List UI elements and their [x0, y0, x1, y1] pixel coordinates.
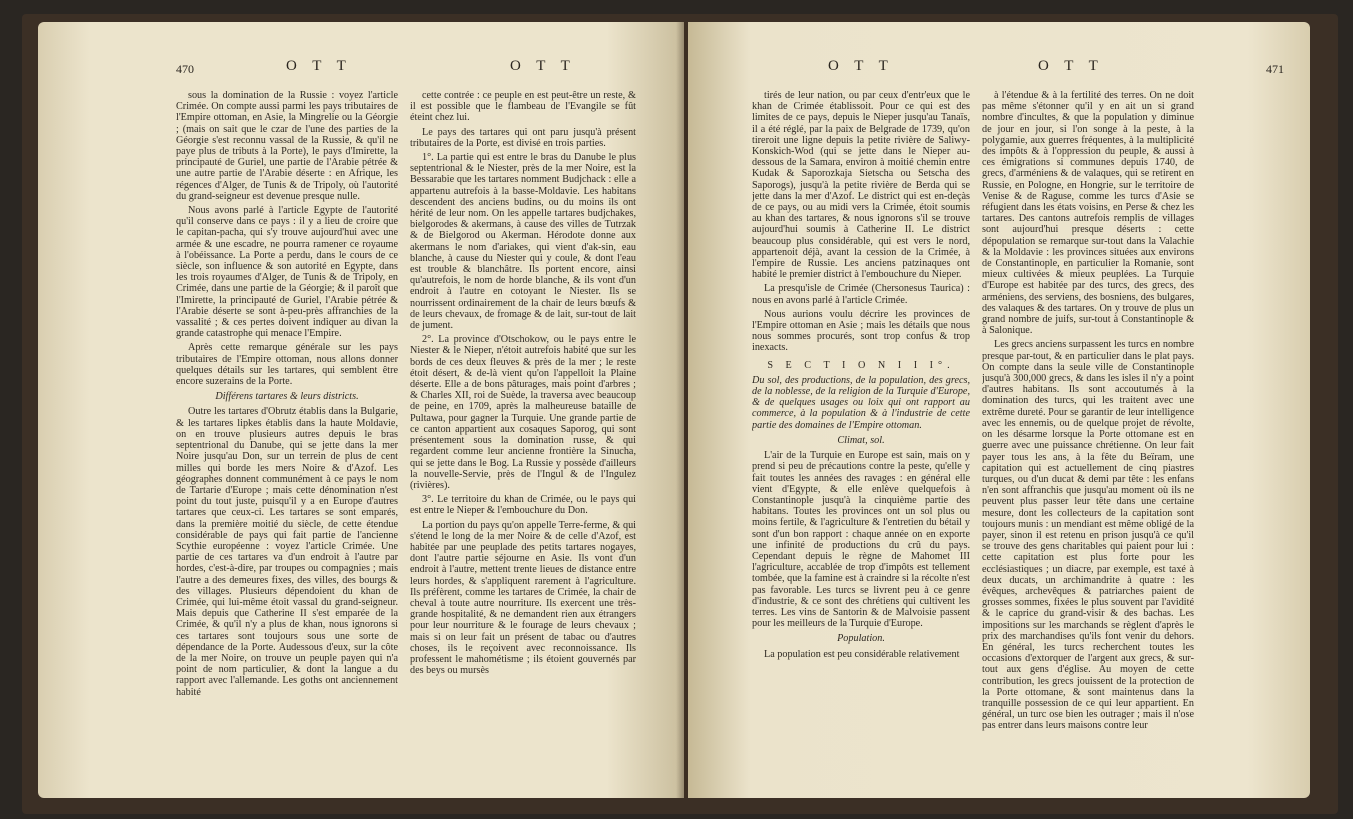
paragraph: La presqu'isle de Crimée (Chersonesus Taurica) : nous en avons parlé à l'article Crimée. [752, 283, 970, 306]
paragraph: Après cette remarque générale sur les pays tributaires de l'Empire ottoman, nous allons donner quelques détails sur les tartares, qui semblent être encore suzerains de la Porte. [176, 342, 398, 388]
left-running-head-col2: O T T [510, 58, 576, 74]
paragraph: Nous avons parlé à l'article Egypte de l'autorité qu'il conserve dans ce pays : il y a lieu de croire que le capitan-pacha, qui s'y trouve aujourd'hui avec une armée & une escadre, ne pourra ramener ce royaume à l'obéissance. La Porte a perdu, dans le cours de ce siècle, son influence & son autorité en Egypte, dans les trois royaumes d'Alger, de Tunis & de Tripoly, en Crimée, dans une partie de la Géorgie; & il paroît que l'Imirette, la principauté de Guriel, l'Arabie pétrée & l'Arabie déserte se sont à-peu-près affranchies de la vassalité ; & ces pertes doivent indiquer au divan la grande catastrophe qui menace l'Empire. [176, 205, 398, 340]
section-summary: Du sol, des productions, de la population, des grecs, de la noblesse, de la religion de la Turquie d'Europe, & de quelques usages ou loix qui ont rapport au commerce, à la population & à l'industrie de cette partie des domaines de l'Empire ottoman. [752, 374, 970, 431]
left-column-2 [410, 90, 636, 790]
paragraph: à l'étendue & à la fertilité des terres. On ne doit pas même s'étonner qu'il y en ait un si grand nombre d'incultes, & que la population y diminue de jour en jour, si l'on songe à la peste, à la polygamie, aux guerres fréquentes, à la multiplicité des impôts & à l'oppression du peuple, & aussi à ces émigrations si communes depuis 1740, de grecs, d'arméniens & de valaques, qui se retirent en Russie, en Pologne, en Hongrie, sur le territoire de Venise & de Raguse, comme les turcs d'Asie se réfugient dans les états voisins, en Perse & chez les tartares. Des cantons autrefois remplis de villages sont aujourd'hui presque déserts : cette dépopulation se remarque sur-tout dans la Valachie & la Moldavie : les provinces situées aux environs de Constantinople, en particulier la Romanie, sont mieux cultivées & mieux peuplées. La Turquie d'Europe est habitée par des turcs, des grecs, des arméniens, des serviens, des bosniens, des bulgares, des valaques & des tartares. On y trouve de plus un grand nombre de juifs, sur-tout à Constantinople & à Salonique. [982, 90, 1194, 337]
subheading: Climat, sol. [837, 434, 885, 446]
paragraph: tirés de leur nation, ou par ceux d'entr'eux que le khan de Crimée établissoit. Pour ce qui est des limites de ce pays, depuis le Nieper jusqu'au Tanaïs, il a été réglé, par la paix de Belgrade de 1739, qu'on tireroit une ligne depuis la petite rivière de Saliwy-Konskich-Wod (qui se jette dans le Nieper au-dessous de la Samara, environ à moitié chemin entre Kudak & Saporozkaja Sietscha ou Setscha des Saporogs), jusqu'à la petite rivière de Berda qui se jette dans la mer d'Azof. Le district qui est en-deçàs de ce pays, ou au midi vers la Crimée, étoit soumis au khan des tartares, & nous ignorons s'il se trouve aujourd'hui soumis à Catherine II. Le district beaucoup plus considérable, qui est vers le nord, appartenoit déjà, avant la cession de la Crimée, à l'empire de Russie. Les anciens patzinaques ont habité le premier district à l'embouchure du Nieper. [752, 90, 970, 281]
right-page-number: 471 [1266, 62, 1284, 76]
paragraph: sous la domination de la Russie : voyez l'article Crimée. On compte aussi parmi les pays tributaires de l'Empire ottoman, en Asie, la Mingrelie ou la Géorgie ; (mais on sait que le czar de l'une des parties de la Géorgie s'est reconnu vassal de la Russie, & qu'il ne paye plus de tributs à la Porte), le pays d'Imirette, la principauté de Guriel, une partie de l'Arabie pétrée & une autre partie de l'Arabie déserte : en Afrique, les régences d'Alger, de Tunis & de Tripoly, où l'autorité du grand-seigneur est devenue presque nulle. [176, 90, 398, 202]
right-page [688, 22, 1310, 798]
paragraph: Outre les tartares d'Obrutz établis dans la Bulgarie, & les tartares lipkes établis dans la haute Moldavie, on en trouve plusieurs autres depuis le bras septentrional du Danube, qui se jette dans la mer Noire jusqu'au Don, sur un terrein de plus de cent milles qui borde les mers Noire & d'Azof. Les géographes donnent communément à ce pays le nom de Tartarie d'Europe ; mais cette dénomination n'est point du tout juste, puisqu'il y a en Europe d'autres tartares que ceux-ci. Les tartares se sont emparés, dans la première moitié du siècle, de cette étendue considérable de pays qui fait partie de l'ancienne Scythie européenne : voyez l'article Crimée. Une partie de ces tartares va d'un endroit à l'autre par hordes, c'est-à-dire, par troupes ou compagnies ; mais l'autre a des demeures fixes, des villes, des bourgs & des villages. Plusieurs dépendoient du khan de Crimée, qui lui-même étoit vassal du grand-seigneur. Mais depuis que Catherine II s'est emparée de la Crimée, & qu'il n'y a plus de khan, nous ignorons si ces tartares sont toujours sous une sorte de dépendance de la Porte. Audessous d'eux, sur la côte de la mer Noire, on trouve un peuple payen qui n'a point de nom particulier, & dont la langue a du rapport avec l'allemande. Les goths ont anciennement habité [176, 406, 398, 698]
paragraph: La portion du pays qu'on appelle Terre-ferme, & qui s'étend le long de la mer Noire & de celle d'Azof, est habitée par une peuplade des petits tartares nogayes, dont l'autre partie séjourne en Asie. Ils vont d'un endroit à l'autre, mettent trente lieues de distance entre leurs hordes, & s'appliquent rarement à l'agriculture. Ils préfèrent, comme les tartares de Crimée, la chair de cheval à toute autre nourriture. Ils exercent une très-grande hospitalité, & ne demandent rien aux étrangers pour leur nourriture & le fourage de leurs chevaux ; mais si on leur fait un présent de tabac ou d'autres choses, ils le reçoivent avec reconnoissance. Ils professent le mahométisme ; ils étoient gouvernés par des beys ou mursès [410, 519, 636, 677]
paragraph: cette contrée : ce peuple en est peut-être un reste, & il est possible que le flambeau de l'Evangile se fût éteint chez lui. [410, 90, 636, 124]
paragraph: L'air de la Turquie en Europe est sain, mais on y prend si peu de précautions contre la peste, qu'elle y fait toutes les années des ravages : en général elle vient d'Egypte, & elle enlève quelquefois à Constantinople jusqu'à la cinquième partie des habitans. Toutes les provinces ont un sol plus ou moins fertile, & l'agriculture & l'entretien du bétail y sont d'un bon rapport : chaque année on en exporte une infinité de productions du crû du pays. Cependant depuis le règne de Mahomet III l'agriculture, accablée de trop d'impôts est tellement tombée, que la famine est à craindre si la récolte n'est pas favorable. Les turcs se livrent peu à ce genre d'industrie, & ce sont des chrétiens qui cultivent les terres. Les vins de Santorin & de Malvoisie passent pour les meilleurs de la Turquie d'Europe. [752, 450, 970, 630]
left-column-1 [176, 90, 398, 790]
right-running-head-col1: O T T [828, 58, 894, 74]
subheading: Différens tartares & leurs districts. [215, 391, 359, 403]
paragraph: Nous aurions voulu décrire les provinces de l'Empire ottoman en Asie ; mais les détails que nous nous sommes procurés, sont trop confus & trop inexacts. [752, 308, 970, 354]
paragraph: 1°. La partie qui est entre le bras du Danube le plus septentrional & le Niester, près de la mer Noire, est la Bessarabie que les tartares nomment Budjchack : elle a appartenu autrefois à la basse-Moldavie. Les habitans descendent des anciens budins, ou du moins ils ont hérité de leur nom. On les appelle tartares budjchakes, bielgorodes & akermans, à cause des villes de Tutrzak & de Bielgorod ou Akerman. Hérodote donne aux akermans le nom d'ariakes, qui vient d'ak-sin, eau blanche, à cause du Niester qui y coule, & dont l'eau est trouble & blanchâtre. Ils portent encore, ainsi qu'autrefois, le nom de horde blanche, & ils vont d'un endroit à l'autre en cotoyant le Niester. Ils se nourrissent ordinairement de la chair de leurs bœufs & de leurs chevaux, de fromage & de lait, sur-tout de lait de jument. [410, 152, 636, 332]
paragraph: La population est peu considérable relativement [764, 648, 960, 660]
paragraph: Le pays des tartares qui ont paru jusqu'à présent tributaires de la Porte, est divisé en trois parties. [410, 126, 636, 149]
left-page [38, 22, 684, 798]
right-column-2 [982, 90, 1194, 790]
section-heading: S E C T I O N I I I°. [767, 359, 955, 371]
paragraph: Les grecs anciens surpassent les turcs en nombre presque par-tout, & en particulier dans le plat pays. On compte dans la seule ville de Constantinople jusqu'à 300,000 grecs, & dans les isles il n'y a point d'autres habitans. Ils sont accoutumés à la domination des turcs, qui les traitent avec une extrême dureté. Pour se garantir de leur intelligence avec les ennemis, ou de quelque projet de révolte, on les désarme lorsque la Porte ottomane est en guerre avec une puissance chrétienne. On leur fait payer tous les ans, à la fête du Beïram, une capitation qui est actuellement de cinq piastres turques, ou d'un ducat & demi par tête : les enfans n'en sont affranchis que jusqu'au moment où ils ne peuvent plus passer leur tête dans une certaine mesure, dont les collecteurs de la capitation sont toujours munis : un mendiant est même obligé de la payer, sinon il est retenu en prison jusqu'à ce qu'il se trouve des gens charitables qui paient pour lui : cette capitation est plus forte pour les ecclésiastiques ; un diacre, par exemple, est taxé à deux ducats, un archimandrite à quatre : les évêques, archevêques & patriarches paient de grosses sommes, fixées le plus souvent par l'avidité & le caprice du grand-visir & des bachas. Les impositions sur les marchands se règlent d'après le prix des marchandises qu'ils font venir du dehors. En général, les turcs recherchent toutes les occasions d'extorquer de l'argent aux grecs, & sur-tout aux gens d'église. Au moyen de cette contribution, les grecs jouissent de la protection de la Porte ottomane, & sont maintenus dans la tranquille possession de ce qui leur appartient. En général, un turc ose bien les outrager ; mais il n'ose pas entrer dans leurs maisons contre leur [982, 339, 1194, 732]
left-page-number: 470 [176, 62, 194, 76]
paragraph: 2°. La province d'Otschokow, ou le pays entre le Niester & le Nieper, n'étoit autrefois habité que sur les bords de ces deux fleuves & près de la mer ; le reste étoit désert, & de-là vient qu'on l'appelloit la Plaine déserte. Elle a de bons pâturages, mais point d'arbres ; & Charles XII, roi de Suède, la traversa avec beaucoup de peine, en 1709, après la malheureuse bataille de Pultawa, pour gagner la Turquie. Une grande partie de ce canton appartient aux cosaques Saporog, qui sont présentement sous la domination russe, & qui regardent comme leur ancienne frontière la Sinucha, qui se jette dans le Bog. La Russie y possède d'ailleurs la nouvelle-Servie, près de l'Ingul & de l'Ingulez (rivières). [410, 334, 636, 491]
left-running-head-col1: O T T [286, 58, 352, 74]
paragraph: 3°. Le territoire du khan de Crimée, ou le pays qui est entre le Nieper & l'embouchure du Don. [410, 494, 636, 517]
subheading: Population. [837, 633, 885, 645]
right-column-1 [752, 90, 970, 790]
right-running-head-col2: O T T [1038, 58, 1104, 74]
